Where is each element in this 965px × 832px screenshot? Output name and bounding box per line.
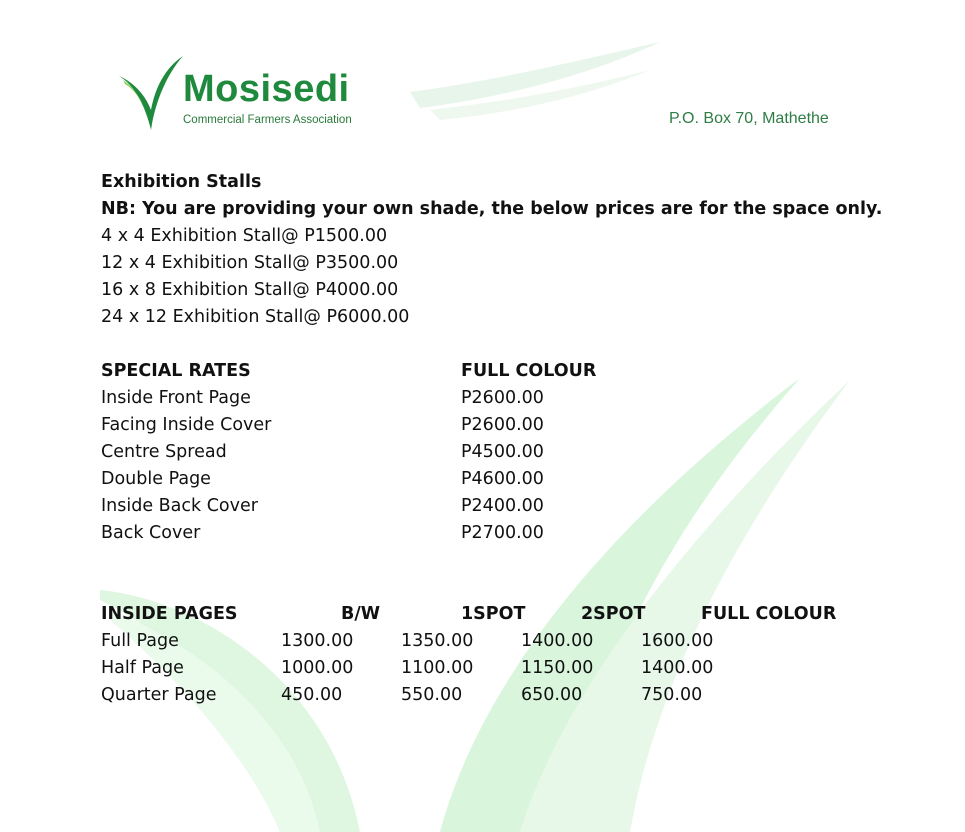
exhibition-item: 4 x 4 Exhibition Stall@ P1500.00 [101,226,388,246]
logo-tagline: Commercial Farmers Association [183,114,352,126]
bw-price: 1300.00 [281,631,354,651]
1spot-price: 550.00 [401,685,463,705]
price-list [101,169,882,709]
exhibition-item: 12 x 4 Exhibition Stall@ P3500.00 [101,253,399,273]
logo-wordmark: Mosisedi [183,68,350,110]
bw-price: 1000.00 [281,658,354,678]
2spot-price: 1400.00 [521,631,594,651]
special-rate-price: P2700.00 [461,523,544,543]
exhibition-note: NB: You are providing your own shade, the below prices are for the space only. [101,199,883,219]
special-rate-row [101,412,882,439]
special-rate-row [101,520,882,547]
special-rate-label: Back Cover [101,523,201,543]
2spot-label: 2SPOT [581,604,646,624]
page-size-label: Full Page [101,631,179,651]
inside-pages-label: INSIDE PAGES [101,604,238,624]
inside-pages-row [101,628,882,655]
2spot-price: 650.00 [521,685,583,705]
1spot-label: 1SPOT [461,604,526,624]
special-rate-row [101,385,882,412]
2spot-price: 1150.00 [521,658,594,678]
page-size-label: Half Page [101,658,184,678]
special-rate-price: P2600.00 [461,415,544,435]
special-rate-label: Inside Back Cover [101,496,258,516]
full-colour-label: FULL COLOUR [701,604,837,624]
special-rate-label: Centre Spread [101,442,227,462]
full-colour-label: FULL COLOUR [461,361,597,381]
exhibition-title: Exhibition Stalls [101,172,262,192]
special-rate-row [101,439,882,466]
special-rate-label: Double Page [101,469,211,489]
inside-pages-row [101,682,882,709]
special-rates-label: SPECIAL RATES [101,361,251,381]
postal-address: P.O. Box 70, Mathethe [669,110,829,127]
inside-pages-header [101,601,882,628]
mosisedi-logo [115,52,355,132]
1spot-price: 1350.00 [401,631,474,651]
page-size-label: Quarter Page [101,685,217,705]
special-rate-label: Inside Front Page [101,388,251,408]
full-colour-price: 1400.00 [641,658,714,678]
special-rate-label: Facing Inside Cover [101,415,272,435]
special-rate-price: P4600.00 [461,469,544,489]
exhibition-item: 24 x 12 Exhibition Stall@ P6000.00 [101,307,410,327]
special-rate-row [101,493,882,520]
1spot-price: 1100.00 [401,658,474,678]
special-rates-header [101,358,882,385]
bw-price: 450.00 [281,685,343,705]
inside-pages-row [101,655,882,682]
bw-label: B/W [341,604,381,624]
special-rate-price: P4500.00 [461,442,544,462]
special-rate-price: P2400.00 [461,496,544,516]
leaf-logo-icon [115,52,185,132]
special-rate-price: P2600.00 [461,388,544,408]
special-rate-row [101,466,882,493]
full-colour-price: 750.00 [641,685,703,705]
full-colour-price: 1600.00 [641,631,714,651]
exhibition-item: 16 x 8 Exhibition Stall@ P4000.00 [101,280,399,300]
